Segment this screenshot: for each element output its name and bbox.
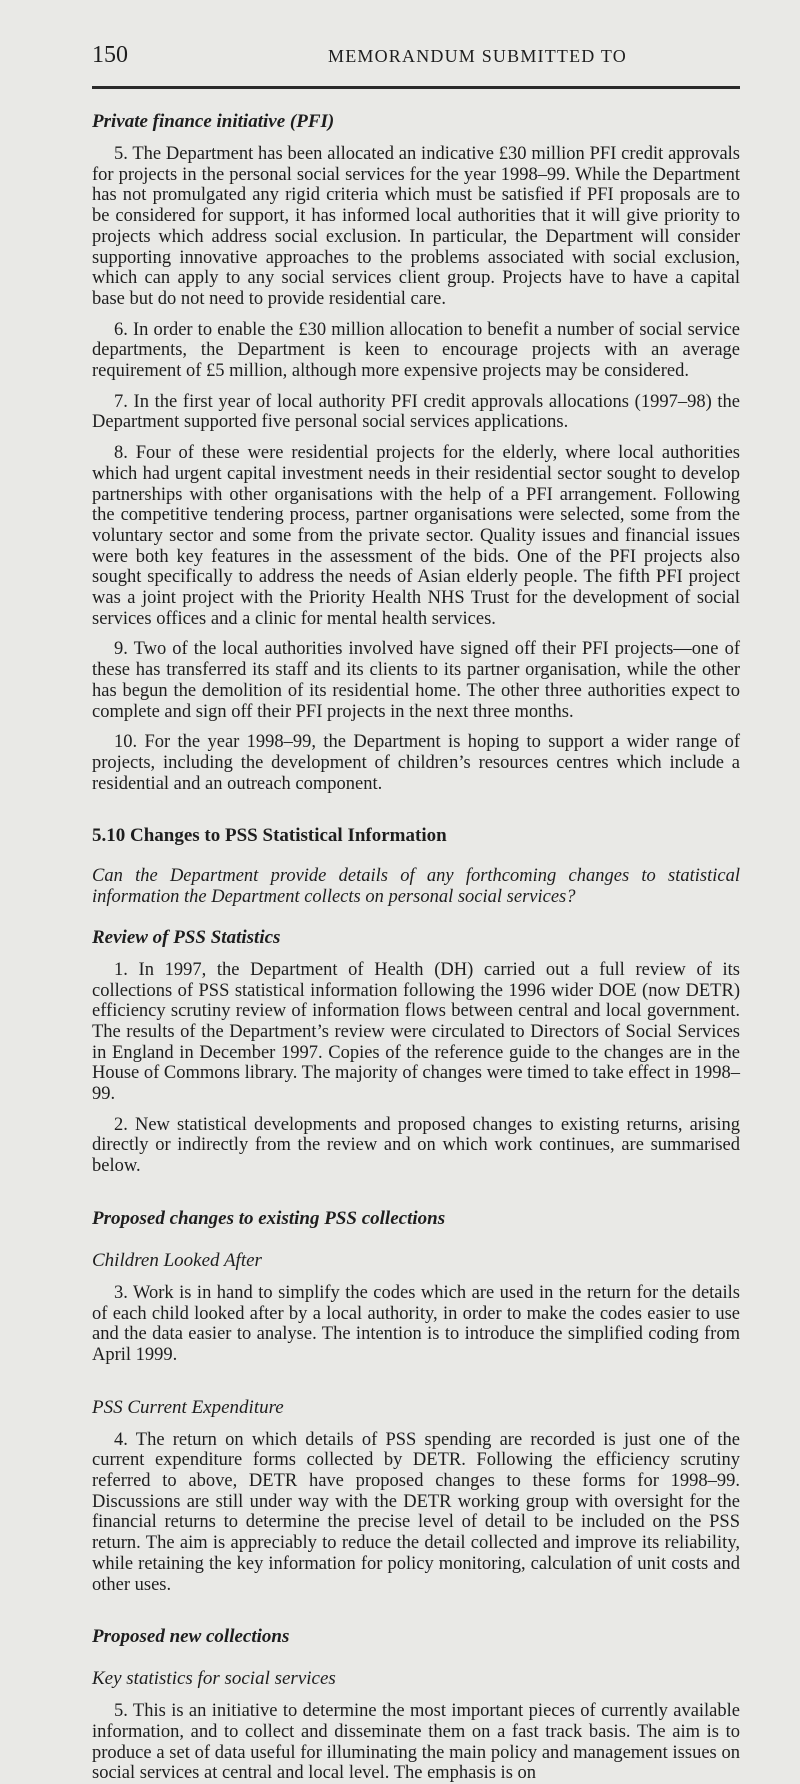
- children-subheading: Children Looked After: [92, 1249, 262, 1271]
- paragraph: 3. Work is in hand to simplify the codes which are used in the return for the details of each child looked after by a local authority, in order to make the codes easier to use and the data easier to analyse. The intention is to introduce the simplified coding from April 1999.: [92, 1282, 740, 1365]
- expenditure-subheading: PSS Current Expenditure: [92, 1396, 284, 1418]
- paragraph: 10. For the year 1998–99, the Department is hoping to support a wider range of projects, including the development of children’s resources centres which include a residential and an outreach component.: [92, 732, 740, 794]
- paragraph: 2. New statistical developments and proposed changes to existing returns, arising directly or indirectly from the review and on which work continues, are summarised below.: [92, 1114, 740, 1177]
- header-rule: [92, 86, 740, 89]
- paragraph: 6. In order to enable the £30 million allocation to benefit a number of social service departments, the Department is keen to encourage projects with an average requirement of £5 million, although more expensive projects may be considered.: [92, 319, 740, 382]
- question-text: Can the Department provide details of any forthcoming changes to statistical information the Department collects on personal social services?: [92, 866, 740, 908]
- paragraph: 1. In 1997, the Department of Health (DH) carried out a full review of its collections of PSS statistical information following the 1996 wider DOE (now DETR) efficiency scrutiny review of information flows between central and local government. The results of the Department’s review were circulated to Directors of Social Services in England in December 1997. Copies of the reference guide to the changes are in the House of Commons library. The majority of changes were timed to take effect in 1998–99.: [92, 959, 741, 1105]
- pfi-heading: Private finance initiative (PFI): [92, 111, 335, 132]
- paragraph: 8. Four of these were residential projects for the elderly, where local authorities which had urgent capital investment needs in their residential sector sought to develop partnerships with other organisations with the help of a PFI arrangement. Following the competitive tendering process, partner organisations were selected, some from the voluntary sector and some from the private sector. Quality issues and financial issues were both key features in the assessment of the bids. One of the PFI projects also sought specifically to address the needs of Asian elderly people. The fifth PFI project was a joint project with the Priority Health NHS Trust for the development of social services offices and a clinic for mental health services.: [92, 443, 740, 629]
- page-body: [92, 110, 740, 1784]
- paragraph: 7. In the first year of local authority PFI credit approvals allocations (1997–98) the Department supported five personal social services applications.: [92, 391, 740, 433]
- review-heading: Review of PSS Statistics: [92, 926, 281, 948]
- proposed-new-heading: Proposed new collections: [92, 1626, 290, 1648]
- key-stats-subheading: Key statistics for social services: [92, 1668, 336, 1690]
- running-head: MEMORANDUM SUBMITTED TO: [328, 46, 627, 66]
- section-heading: 5.10 Changes to PSS Statistical Information: [92, 825, 447, 847]
- paragraph: 5. This is an initiative to determine the most important pieces of currently available information, and to collect and disseminate them on a fast track basis. The aim is to produce a set of data useful for illuminating the main policy and management issues on social services at central and local level. The emphasis is on: [92, 1701, 740, 1784]
- page-number: 150: [92, 42, 128, 68]
- paragraph: 5. The Department has been allocated an indicative £30 million PFI credit approvals for projects in the personal social services for the year 1998–99. While the Department has not promulgated any rigid criteria which must be satisfied if PFI proposals are to be considered for support, it has informed local authorities that it will give priority to projects which address social exclusion. In particular, the Department will consider supporting innovative approaches to the problems associated with social exclusion, which can apply to any social services client group. Projects have to have a capital base but do not need to provide residential care.: [92, 144, 740, 309]
- paragraph: 4. The return on which details of PSS spending are recorded is just one of the current expenditure forms collected by DETR. Following the efficiency scrutiny referred to above, DETR have proposed changes to these forms for 1998–99. Discussions are still under way with the DETR working group with oversight for the financial returns to determine the precise level of detail to be included on the PSS return. The aim is appreciably to reduce the detail collected and improve its reliability, while retaining the key information for policy monitoring, calculation of unit costs and other uses.: [92, 1429, 740, 1595]
- proposed-existing-heading: Proposed changes to existing PSS collections: [92, 1207, 446, 1229]
- page-header: [92, 40, 740, 76]
- paragraph: 9. Two of the local authorities involved have signed off their PFI projects—one of these has transferred its staff and its clients to its partner organisation, while the other has begun the demolition of its residential home. The other three authorities expect to complete and sign off their PFI projects in the next three months.: [92, 639, 740, 722]
